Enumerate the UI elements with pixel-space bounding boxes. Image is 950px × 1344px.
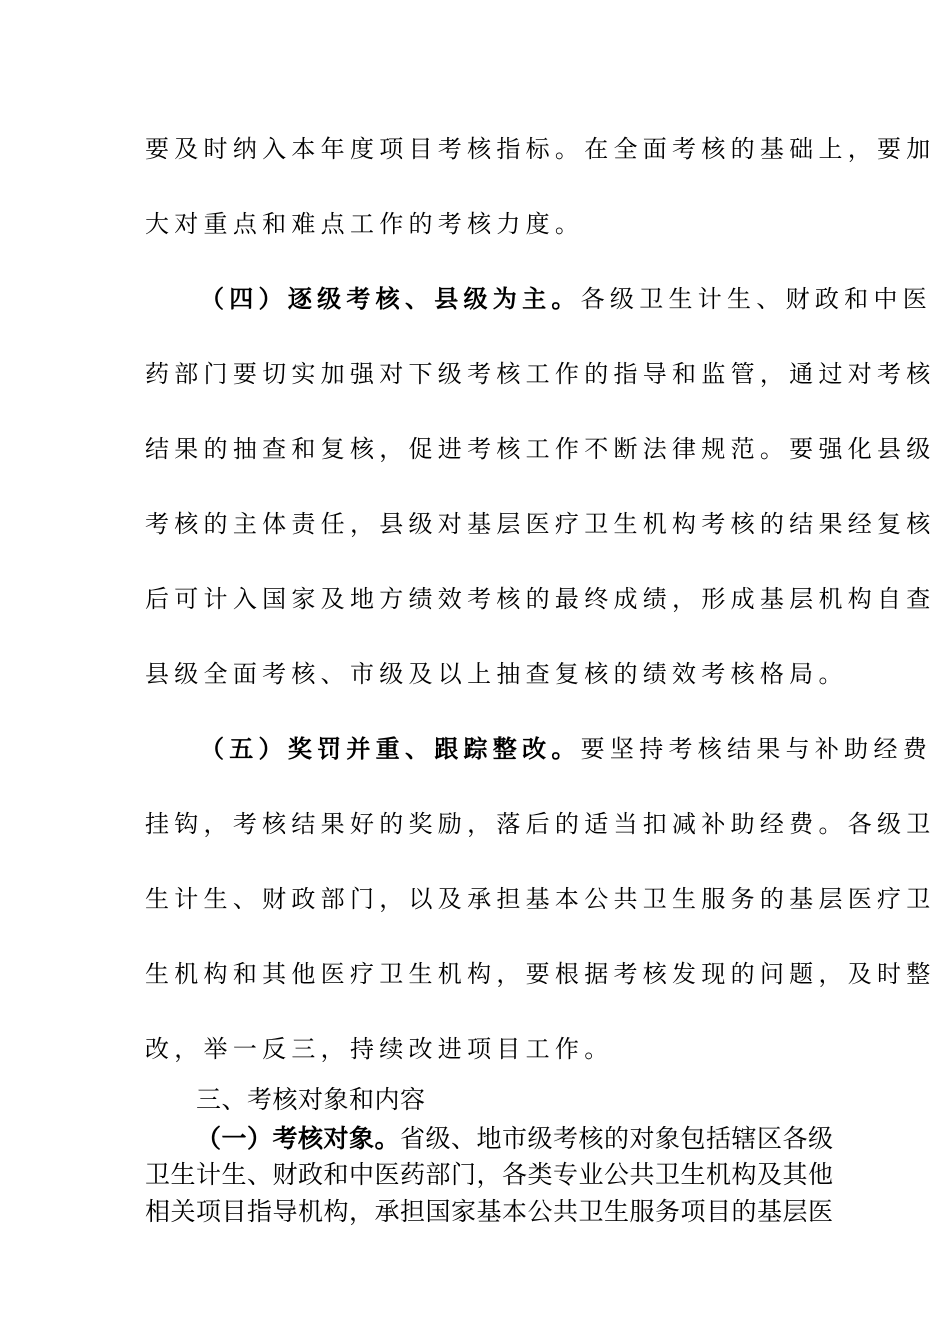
paragraph-text: 要坚持考核结果与补助经费: [580, 735, 932, 763]
section-heading: 三、考核对象和内容: [196, 1085, 426, 1114]
paragraph-lead: （五）奖罚并重、跟踪整改。: [200, 735, 581, 763]
paragraph-first-line: [200, 285, 932, 313]
paragraph-line: 考核的主体责任，县级对基层医疗卫生机构考核的结果经复核: [145, 510, 936, 538]
paragraph-line: 大对重点和难点工作的考核力度。: [145, 210, 585, 238]
paragraph-line: 药部门要切实加强对下级考核工作的指导和监管，通过对考核: [145, 360, 936, 388]
paragraph-first-line: [200, 735, 932, 763]
paragraph-line: 生机构和其他医疗卫生机构，要根据考核发现的问题，及时整: [145, 960, 936, 988]
paragraph-text: 各级卫生计生、财政和中医: [580, 285, 932, 313]
paragraph-line: 生计生、财政部门，以及承担基本公共卫生服务的基层医疗卫: [145, 885, 936, 913]
paragraph-text: 省级、地市级考核的对象包括辖区各级: [400, 1124, 834, 1153]
paragraph-line: 改，举一反三，持续改进项目工作。: [145, 1035, 614, 1063]
paragraph-line: 相关项目指导机构，承担国家基本公共卫生服务项目的基层医: [145, 1197, 834, 1226]
paragraph-first-line: [196, 1126, 846, 1151]
paragraph-line: 要及时纳入本年度项目考核指标。在全面考核的基础上，要加: [145, 135, 936, 163]
paragraph-line: 卫生计生、财政和中医药部门，各类专业公共卫生机构及其他: [145, 1160, 834, 1189]
paragraph-lead: （一）考核对象。: [196, 1124, 401, 1153]
paragraph-line: 县级全面考核、市级及以上抽查复核的绩效考核格局。: [145, 660, 848, 688]
paragraph-line: 后可计入国家及地方绩效考核的最终成绩，形成基层机构自查: [145, 585, 936, 613]
paragraph-line: 挂钩，考核结果好的奖励，落后的适当扣减补助经费。各级卫: [145, 810, 936, 838]
paragraph-lead: （四）逐级考核、县级为主。: [200, 285, 581, 313]
paragraph-line: 结果的抽查和复核，促进考核工作不断法律规范。要强化县级: [145, 435, 936, 463]
